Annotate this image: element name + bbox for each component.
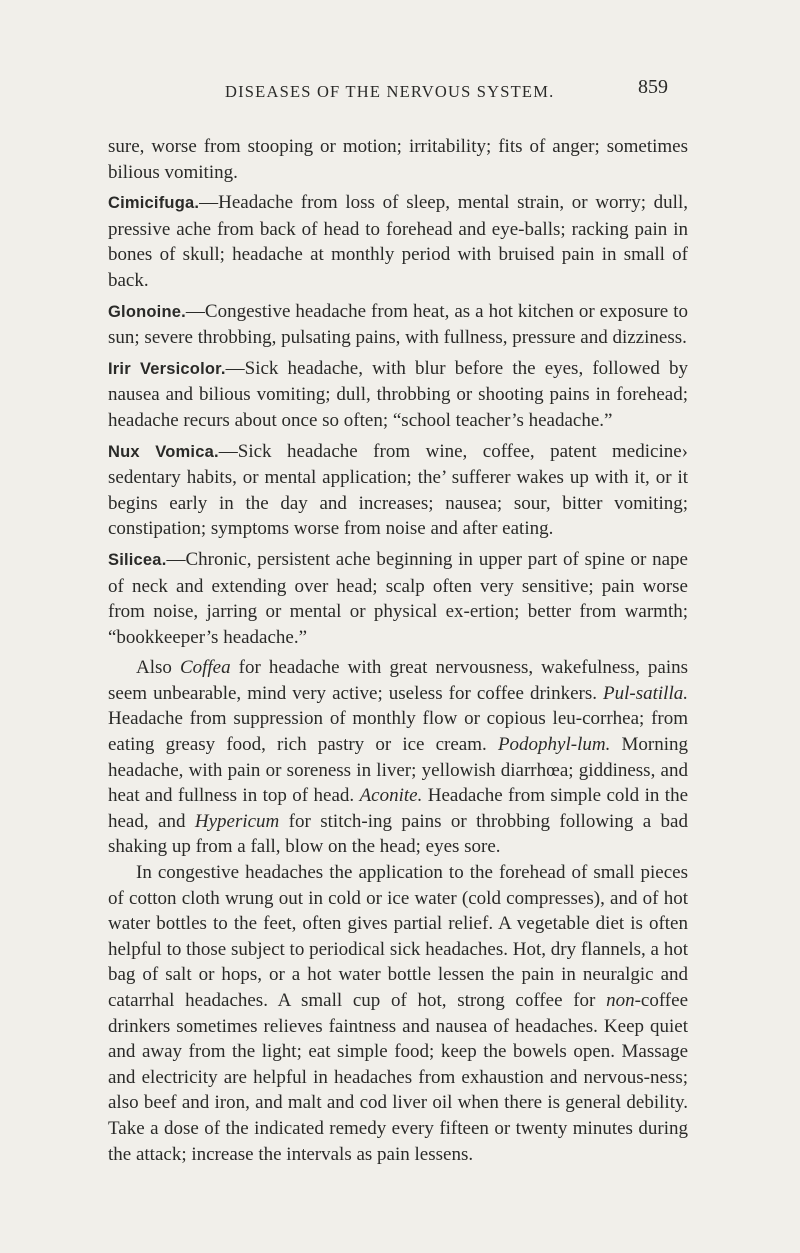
remedy-name: Irir Versicolor.: [108, 359, 226, 378]
remedy-entry-silicea: Silicea.—Chronic, persistent ache beginning in upper part of spine or nape of neck and extending over head; scalp often very sensitive; pain worse from noise, jarring or mental or physical ex-ertion; better from warmth; “bookkeeper’s headache.”: [108, 548, 688, 648]
body-text: [108, 134, 688, 1167]
remedy-name: Cimicifuga.: [108, 194, 200, 213]
remedy-entry-nux-vomica: Nux Vomica.—Sick headache from wine, coffee, patent medicine› sedentary habits, or mental application; the’ sufferer wakes up with it, or it begins early in the day and increases; nausea; sour, bitter vomiting; constipation; symptoms worse from noise and after eating.: [108, 440, 688, 540]
running-title: DISEASES OF THE NERVOUS SYSTEM.: [225, 82, 555, 101]
emphasis: non: [606, 990, 635, 1011]
remedy-italic: Coffea: [179, 657, 231, 679]
remedy-entry-glonoine: Glonoine.—Congestive headache from heat, as a hot kitchen or exposure to sun; severe throbbing, pulsating pains, with fullness, pressure and dizziness.: [108, 300, 688, 349]
paragraph-other-remedies: Also Coffea for headache with great nervousness, wakefulness, pains seem unbearable, mind very active; useless for coffee drinkers. Pul-satilla. Headache from suppression of monthly flow or copious leu-corrhea; from eating greasy food, rich pastry or ice cream. Podophyl-lum. Morning headache, with pain or soreness in liver; yellowish diarrhœa; giddiness, and heat and fullness in top of head. Aconite. Headache from simple cold in the head, and Hypericum for stitch-ing pains or throbbing following a bad shaking up from a fall, blow on the head; eyes sore.: [108, 657, 688, 858]
paragraph-continuation: sure, worse from stooping or motion; irritability; fits of anger; sometimes bilious vomiting.: [108, 136, 688, 183]
remedy-italic: Aconite.: [359, 785, 423, 807]
remedy-name: Silicea.: [108, 550, 167, 569]
running-head: [0, 76, 800, 110]
remedy-entry-iris-versicolor: Irir Versicolor.—Sick headache, with blur before the eyes, followed by nausea and bilious vomiting; dull, throbbing or shooting pains in forehead; headache recurs about once so often; “school teacher’s headache.”: [108, 357, 688, 431]
remedy-italic: Pul-satilla.: [603, 682, 688, 704]
remedy-name: Nux Vomica.: [108, 442, 219, 461]
remedy-name: Glonoine.: [108, 302, 186, 321]
remedy-italic: Podophyl-lum.: [497, 734, 611, 756]
remedy-entry-cimicifuga: Cimicifuga.—Headache from loss of sleep, mental strain, or worry; dull, pressive ache from back of head to forehead and eye-balls; racking pain in bones of skull; headache at monthly period with bruised pain in small of back.: [108, 192, 688, 291]
page-number: 859: [638, 76, 668, 98]
remedy-italic: Hypericum: [194, 810, 280, 832]
paragraph-general-treatment: In congestive headaches the application to the forehead of small pieces of cotton cloth wrung out in cold or ice water (cold compresses), and of hot water bottles to the feet, often gives partial relief. A vegetable diet is often helpful to those subject to periodical sick headaches. Hot, dry flannels, a hot bag of salt or hops, or a hot water bottle lessen the pain in neuralgic and catarrhal headaches. A small cup of hot, strong coffee for non-coffee drinkers sometimes relieves faintness and nausea of headaches. Keep quiet and away from the light; eat simple food; keep the bowels open. Massage and electricity are helpful in headaches from exhaustion and nervous-ness; also beef and iron, and malt and cod liver oil when there is general debility. Take a dose of the indicated remedy every fifteen or twenty minutes during the attack; increase the intervals as pain lessens.: [108, 862, 688, 1165]
